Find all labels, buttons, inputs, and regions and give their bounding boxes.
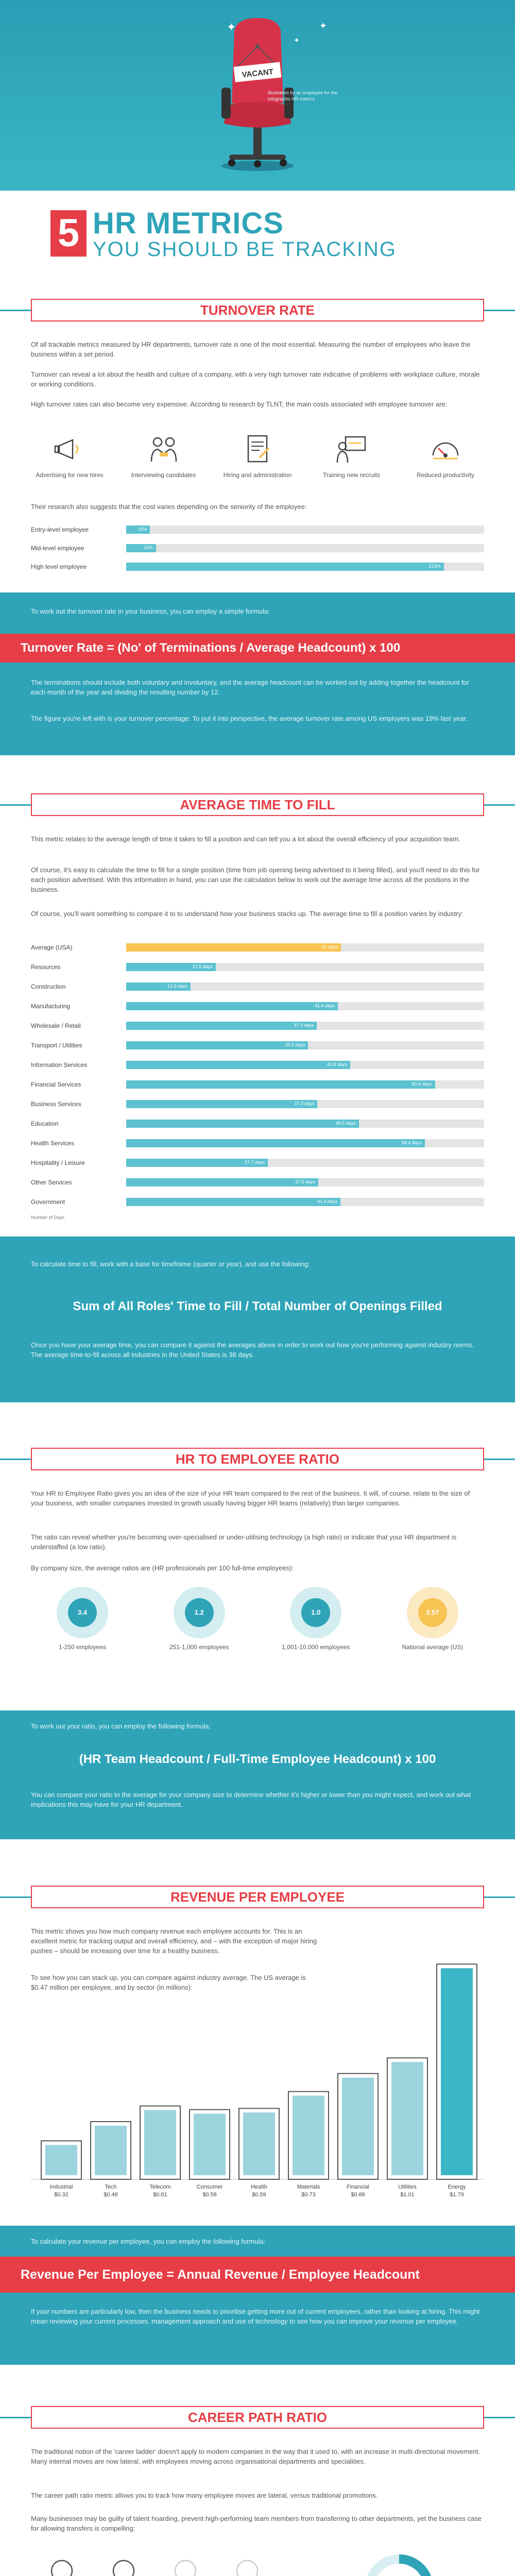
chart-row: Mid-level employee 20% (31, 539, 484, 557)
paragraph: The career path ratio metric allows you to track how many employee moves are lateral, versus traditional promotions. (31, 2492, 378, 2499)
sparkle-icon: ✦ (227, 21, 236, 33)
industry-bar (126, 1139, 425, 1147)
formula-notes-band: If your numbers are particularly low, then the business needs to prioritise getting more out of current employees, rather than looking at hiring. This might mean reviewing your current processes, management approach and use of technology to see how you can improve your revenue per employee. (0, 2293, 515, 2365)
section-heading-ratio: HR TO EMPLOYEE RATIO (31, 1448, 484, 1470)
revenue-per-employee-chart (31, 1911, 484, 2200)
industry-bar (126, 943, 341, 952)
cost-item: Reduced productivity (407, 433, 484, 479)
handshake-icon (147, 433, 180, 466)
cost-item: Training new recruits (313, 433, 390, 479)
sector-label: Materials (297, 2184, 320, 2190)
bar-value: 37.4 days (294, 1101, 315, 1106)
chart-row (31, 1192, 484, 1212)
seniority-bar: 16% (126, 526, 150, 534)
industry-bar (126, 1061, 350, 1069)
formula-notes-band: Once you have your average time, you can compare it against the averages above in order to work out how you're performing against industry norms. The average time-to-fill across all industries in the United States is 36 days. (0, 1325, 515, 1402)
industry-bar (126, 1178, 318, 1187)
chart-row (31, 1055, 484, 1075)
bar-value: 45.5 days (335, 1121, 356, 1126)
industry-bar (126, 1120, 359, 1128)
paragraph: Turnover can reveal a lot about the health and culture of a company, with a very high turnover rate indicative of problems with workplace culture, morale or working conditions. (31, 370, 480, 388)
cost-item: Interviewing candidates (125, 433, 202, 479)
paragraph: Their research also suggests that the cost varies depending on the seniority of the employee: (31, 503, 307, 511)
industry-label: Other Services (31, 1179, 72, 1186)
chart-row (31, 1016, 484, 1036)
ratio-item: 1.0 1,001-10,000 employees (264, 1587, 367, 1651)
industry-bar (126, 1002, 338, 1010)
industry-label: Financial Services (31, 1081, 81, 1088)
chart-row (31, 1173, 484, 1192)
sector-bar-fill (243, 2112, 275, 2175)
time-to-fill-chart (31, 938, 484, 1220)
industry-label: Manufacturing (31, 1003, 71, 1010)
title-block (0, 191, 515, 270)
ratio-item: 3.4 1-250 employees (31, 1587, 134, 1651)
paragraph: Many businesses may be guilty of talent hoarding, prevent high-performing team members from transferring to other departments, yet the business case for allowing transfers is compelling: (31, 2515, 482, 2532)
formula-intro-band: To calculate time to fill, work with a base for timeframe (quarter or year), and use the following: (0, 1236, 515, 1293)
chart-row: High level employee 213% (31, 557, 484, 576)
industry-bar (126, 963, 216, 971)
industry-label: Average (USA) (31, 944, 73, 951)
industry-label: Education (31, 1120, 59, 1127)
title-sub: YOU SHOULD BE TRACKING (93, 238, 397, 261)
industry-label: Government (31, 1198, 65, 1206)
industry-label: Business Services (31, 1100, 82, 1108)
sector-bar-fill (293, 2096, 324, 2175)
title-number: 5 (50, 210, 87, 257)
sector-value: $0.73 (301, 2192, 316, 2198)
sector-value: $0.61 (153, 2192, 167, 2198)
paragraph: The ratio can reveal whether you're becoming over-specialised or under-utilising technology (a high ratio) or indicate that your HR department is understaffed (a low ratio). (31, 1533, 457, 1551)
chart-row: Entry-level employee 16% (31, 520, 484, 539)
sparkle-icon: ✦ (319, 21, 328, 31)
bar-value: 60.4 days (411, 1081, 432, 1087)
chart-row (31, 996, 484, 1016)
bar-value: 27.7 days (244, 1160, 265, 1165)
document-icon (241, 433, 274, 466)
sector-value: $0.32 (54, 2192, 68, 2198)
industry-label: Construction (31, 983, 66, 990)
chart-row (31, 1153, 484, 1173)
sector-bar-fill (194, 2114, 226, 2175)
formula-ratio: (HR Team Headcount / Full-Time Employee Headcount) x 100 (0, 1741, 515, 1777)
cost-icon-row (31, 433, 484, 479)
formula-turnover: Turnover Rate = (No' of Terminations / Average Headcount) x 100 (0, 634, 515, 663)
industry-bar (126, 1022, 317, 1030)
sector-bar-fill (144, 2110, 176, 2175)
bar-value: 35.6 days (285, 1042, 305, 1047)
chart-row (31, 957, 484, 977)
career-stats (31, 2550, 484, 2576)
formula-intro-band: To work out the turnover rate in your business, you can employ a simple formula: (0, 592, 515, 634)
vacant-sign: VACANT (241, 67, 274, 80)
sector-label: Utilities (398, 2184, 417, 2190)
seniority-bar: 20% (126, 544, 156, 552)
bar-value: 12.6 days (167, 984, 188, 989)
paragraph: Your HR to Employee Ratio gives you an idea of the size of your HR team compared to the rest of the business. It will, of course, relate to the size of your business, with smaller companies invested in growth usually having bigger HR teams (relatively) than larger companies. (31, 1489, 470, 1507)
donut-70-percent (360, 2550, 438, 2576)
chart-row (31, 938, 484, 957)
bar-value: 17.5 days (192, 964, 213, 969)
bar-value: 37.6 days (295, 1179, 316, 1184)
paragraph: This metric shows you how much company revenue each employee accounts for. This is an excellent metric for tracking output and overall efficiency, and – with the exception of major hiring pushes – should be increasing over time for a healthy business. (31, 1927, 317, 1955)
section-heading-ttf: AVERAGE TIME TO FILL (31, 793, 484, 816)
industry-label: Health Services (31, 1140, 75, 1147)
chart-row (31, 1094, 484, 1114)
bar-value: 41.4 days (315, 1003, 335, 1008)
paragraph: Of course, it's easy to calculate the time to fill for a single position (time from job opening being advertised to it being filled), and you'll need to do this for each position advertised. With this information in hand, you can use the calculation below to work out the average time across all the positions in the business. (31, 866, 480, 893)
paragraph: By company size, the average ratios are (HR professionals per 100 full-time employees): (31, 1564, 294, 1572)
chart-row (31, 1075, 484, 1094)
sector-bar-fill (45, 2145, 77, 2175)
industry-label: Information Services (31, 1061, 88, 1069)
hero-banner (0, 0, 515, 191)
paragraph: Of all trackable metrics measured by HR departments, turnover rate is one of the most essential. Measuring the number of employees who leave the business within a set period. (31, 341, 471, 358)
title-main: HR METRICS (93, 207, 284, 240)
hero-caption: Illustration by an employee for the infographic HR metrics (268, 90, 338, 101)
sector-value: $1.01 (400, 2192, 415, 2198)
bar-value: 41.9 days (317, 1199, 337, 1204)
megaphone-icon (53, 433, 86, 466)
bar-value: 42 days (321, 944, 338, 950)
section-heading-career: CAREER PATH RATIO (31, 2406, 484, 2429)
paragraph: The traditional notion of the 'career ladder' doesn't apply to modern companies in the way that it used to, with an increase in multi-directional movement. Many internal moves are now lateral, with employees moving across organisational departments and specialities. (31, 2448, 480, 2465)
industry-label: Hospitality / Leisure (31, 1159, 85, 1166)
seniority-chart (31, 520, 484, 576)
sector-label: Industrial (49, 2184, 73, 2190)
industry-bar (126, 982, 191, 991)
chart-row (31, 1133, 484, 1153)
cost-item: Advertising for new hires (31, 433, 108, 479)
sector-bar-fill (342, 2078, 374, 2175)
sparkle-icon: ✦ (294, 36, 300, 44)
training-icon (335, 433, 368, 466)
sector-value: $0.58 (202, 2192, 217, 2198)
industry-label: Wholesale / Retail (31, 1022, 81, 1029)
formula-notes-band: The terminations should include both voluntary and involuntary, and the average headcount can be worked out by adding together the headcount for each month of the year and dividing the resulting number by 12. The figure you're left with is your turnover percentage. To put it into perspective, the average turnover rate among US employers was 19% last year. (0, 663, 515, 755)
chart-row (31, 1036, 484, 1055)
bar-value: 37.3 days (294, 1023, 314, 1028)
sector-label: Energy (448, 2184, 466, 2190)
paragraph: This metric relates to the average length of time it takes to fill a position and can tell you a lot about the overall efficiency of your acquisition team. (31, 835, 460, 843)
chart-row (31, 1114, 484, 1133)
axis-label: Number of Days (31, 1215, 65, 1220)
section-heading-revenue: REVENUE PER EMPLOYEE (31, 1886, 484, 1908)
sector-label: Tech (105, 2184, 117, 2190)
hr-ratio-row (31, 1587, 484, 1651)
sector-label: Financial (346, 2184, 370, 2190)
bar-value: 43.8 days (327, 1062, 347, 1067)
sector-label: Consumer (196, 2184, 223, 2190)
industry-label: Resources (31, 963, 61, 971)
cost-item: Hiring and administration (219, 433, 296, 479)
paragraph: To see how you can stack up, you can compare against industry average. The US average is $0.47 million per employee, and by sector (in millions): (31, 1974, 306, 1991)
sector-value: $0.59 (252, 2192, 266, 2198)
formula-ttf: Sum of All Roles' Time to Fill / Total Number of Openings Filled (0, 1288, 515, 1325)
sector-bar-fill (441, 1968, 473, 2175)
formula-notes-band: You can compare your ratio to the average for your company size to determine whether it's higher or lower than you might expect, and work out what implications this may have for your HR department. (0, 1777, 515, 1839)
sector-value: $0.48 (104, 2192, 118, 2198)
sector-value: $1.79 (450, 2192, 464, 2198)
paragraph: High turnover rates can also become very expensive. According to research by TLNT, the main costs associated with employee turnover are: (31, 400, 448, 408)
formula-intro-band: To calculate your revenue per employee, you can employ the following formula: (0, 2226, 515, 2257)
speedometer-icon (429, 433, 462, 466)
sector-bar-fill (95, 2126, 127, 2175)
ratio-item: 2.57 National average (US) (381, 1587, 484, 1651)
section-heading-turnover: TURNOVER RATE (31, 299, 484, 321)
sector-bar-fill (391, 2062, 423, 2175)
industry-bar (126, 1080, 435, 1089)
bar-value: 58.4 days (401, 1140, 422, 1145)
industry-bar (126, 1159, 268, 1167)
paragraph: Of course, you'll want something to compare it to to understand how your business stacks up. The average time to fill a position varies by industry: (31, 910, 464, 918)
industry-bar (126, 1198, 340, 1206)
industry-bar (126, 1041, 308, 1049)
sector-value: $0.88 (351, 2192, 365, 2198)
chart-row (31, 977, 484, 996)
formula-revenue: Revenue Per Employee = Annual Revenue / Employee Headcount (0, 2257, 515, 2293)
sector-label: Telecom (149, 2184, 171, 2190)
people-icon-row (31, 2550, 278, 2576)
seniority-bar: 213% (126, 563, 444, 571)
formula-intro-band: To work out your ratio, you can employ the following formula: (0, 1710, 515, 1741)
industry-bar (126, 1100, 317, 1108)
ratio-item: 1.2 251-1,000 employees (148, 1587, 251, 1651)
sector-label: Health (251, 2184, 267, 2190)
industry-label: Transport / Utilities (31, 1042, 82, 1049)
